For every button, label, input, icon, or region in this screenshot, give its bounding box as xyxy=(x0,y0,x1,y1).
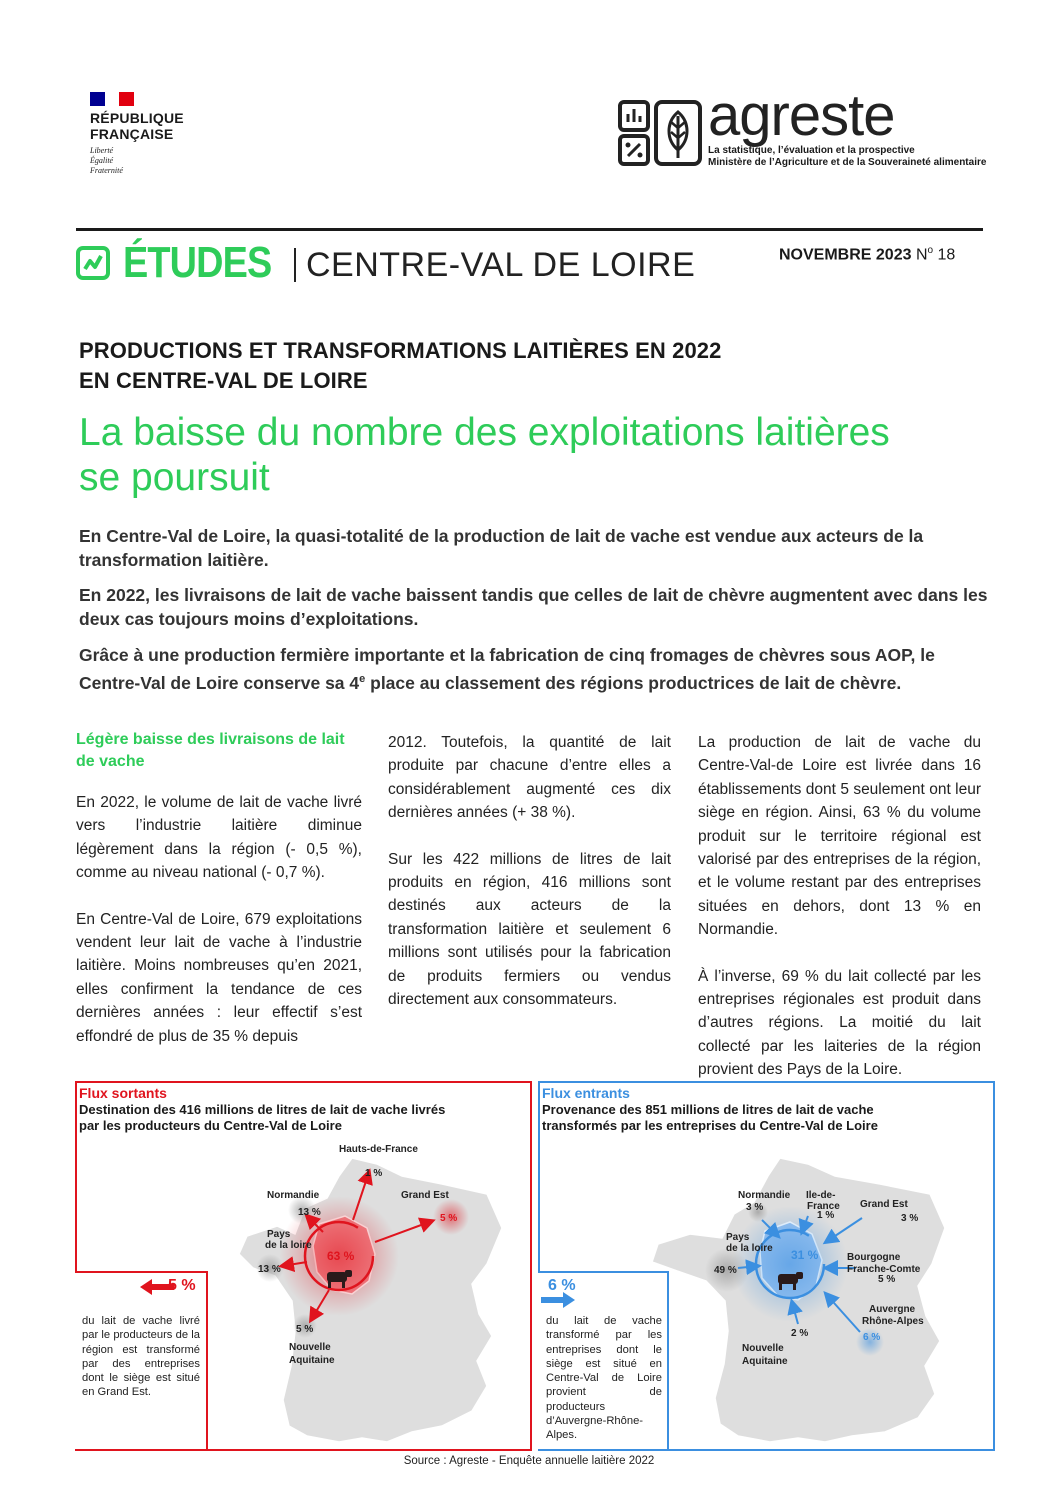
label-grand-est: Grand Est xyxy=(401,1190,449,1201)
value-ara: 6 % xyxy=(863,1332,881,1343)
value-bfc: 5 % xyxy=(878,1274,896,1285)
body-column-3 xyxy=(698,731,981,1105)
label-pays-2: de la loire xyxy=(265,1240,312,1251)
republique-flag-icon xyxy=(90,92,134,106)
label-aquitaine-1: Nouvelle xyxy=(289,1342,331,1353)
agreste-wordmark: agreste xyxy=(708,83,895,148)
figure-caption: Destination des 416 millions de litres de lait de vache livrés par les producteurs du Centre-Val de Loire xyxy=(79,1102,446,1133)
body-paragraph: 2012. Toutefois, la quantité de lait produite par chacune d’entre elles a considérablement augmenté ces dix dernières années (+ 38 %). xyxy=(388,734,671,822)
trend-chart-icon xyxy=(76,246,110,280)
value-grand-est: 3 % xyxy=(901,1213,919,1224)
body-paragraph: En Centre-Val de Loire, 679 exploitations vendent leur lait de vache à l’industrie laitière. Moins nombreuses qu’en 2021, elles confirment la tendance de ces dernières années : leur effectif s’est effondré de plus de 35 % depuis xyxy=(76,910,362,1045)
republique-motto: Liberté Égalité Fraternité xyxy=(90,146,123,175)
label-hauts: Hauts-de-France xyxy=(339,1144,418,1155)
header-rule xyxy=(76,228,983,231)
agreste-tagline: La statistique, l’évaluation et la prospective Ministère de l’Agriculture et de la Souveraineté alimentaire xyxy=(708,145,987,168)
body-paragraph: En 2022, le volume de lait de vache livré vers l’industrie laitière diminue légèrement dans la région (- 0,5 %), comme au niveau national (- 0,7 %). xyxy=(76,794,362,882)
arrow-right-icon xyxy=(541,1292,575,1308)
label-aquitaine-2: Aquitaine xyxy=(742,1356,788,1367)
figure-caption: Provenance des 851 millions de litres de lait de vache transformés par les entreprises du Centre-Val de Loire xyxy=(542,1102,878,1133)
value-pays: 13 % xyxy=(258,1264,281,1275)
value-normandie: 3 % xyxy=(746,1202,764,1213)
body-paragraph: La production de lait de vache du Centre-Val-de Loire est livrée dans 16 établissements dont 5 seulement ont leur siège en région. Ainsi, 63 % du volume produit sur le territoire régional est valorisé par des entreprises de la région, et le volume restant par des entreprises situées en dehors, dont 13 % en Normandie. xyxy=(698,734,981,939)
value-aquitaine: 2 % xyxy=(791,1328,809,1339)
outflows-highlight-value: 5 % xyxy=(168,1277,196,1294)
republique-name: RÉPUBLIQUE FRANÇAISE xyxy=(90,110,184,142)
label-pays-1: Pays xyxy=(267,1229,291,1240)
value-normandie: 13 % xyxy=(298,1207,321,1218)
lead-paragraph: En Centre-Val de Loire, la quasi-totalité de la production de lait de vache est vendue aux acteurs de la transformation laitière. xyxy=(79,526,924,570)
region-title: CENTRE-VAL DE LOIRE xyxy=(294,245,695,285)
value-grand-est: 5 % xyxy=(440,1213,458,1224)
body-paragraph: Sur les 422 millions de litres de lait produits en région, 416 millions sont destinés aux acteurs de la transformation laitière et seulement 6 millions sont utilisés pour la fabrication de produits fermiers ou vendus directement aux consommateurs. xyxy=(388,850,671,1009)
figure-tag: Flux entrants xyxy=(542,1085,630,1101)
inflows-highlight-text: du lait de vache transformé par les entreprises dont le siège est situé en Centre-Val de Loire provient de producteurs d’Auvergne-Rhône-Alpes. xyxy=(546,1315,662,1442)
body-column-1 xyxy=(76,729,362,1071)
label-idf-1: Ile-de- xyxy=(806,1190,836,1201)
label-normandie: Normandie xyxy=(267,1190,320,1201)
agreste-logo-icon xyxy=(618,98,704,168)
label-bfc-1: Bourgogne xyxy=(847,1252,901,1263)
figure-source: Source : Agreste - Enquête annuelle laitière 2022 xyxy=(403,1455,655,1467)
body-column-2 xyxy=(388,731,671,1034)
label-pays-1: Pays xyxy=(726,1232,750,1243)
value-idf: 1 % xyxy=(817,1210,835,1221)
value-aquitaine: 5 % xyxy=(296,1324,314,1335)
label-ara-1: Auvergne xyxy=(869,1304,916,1315)
value-hauts: 1 % xyxy=(365,1168,383,1179)
figure-tag: Flux sortants xyxy=(79,1085,167,1101)
center-bubble xyxy=(732,1206,848,1322)
body-paragraph: À l’inverse, 69 % du lait collecté par les entreprises régionales est produit dans d’autres régions. La moitié du lait collecté par les laiteries de la région provient des Pays de la Loire. xyxy=(698,967,981,1079)
series-title: ÉTUDES xyxy=(123,238,272,287)
section-subhead: Légère baisse des livraisons de lait de vache xyxy=(76,731,345,770)
inflows-highlight-value: 6 % xyxy=(548,1277,576,1294)
label-normandie: Normandie xyxy=(738,1190,791,1201)
label-aquitaine-1: Nouvelle xyxy=(742,1343,784,1354)
label-pays-2: de la loire xyxy=(726,1243,773,1254)
label-grand-est: Grand Est xyxy=(860,1199,908,1210)
value-pays: 49 % xyxy=(714,1265,737,1276)
lead-paragraph: Grâce à une production fermière importante et la fabrication de cinq fromages de chèvres sous AOP, le Centre-Val de Loire conserve sa 4e place au classement des régions productrices de lait de chèvre. xyxy=(79,645,935,693)
article-kicker: PRODUCTIONS ET TRANSFORMATIONS LAITIÈRES EN 2022 EN CENTRE-VAL DE LOIRE xyxy=(79,338,722,393)
value-center: 31 % xyxy=(791,1248,819,1262)
issue-info: NOVEMBRE 2023 $N^o$ 18 xyxy=(779,245,956,264)
label-ara-2: Rhône-Alpes xyxy=(862,1316,924,1327)
value-center: 63 % xyxy=(327,1249,355,1263)
article-headline: La baisse du nombre des exploitations laitières se poursuit xyxy=(79,411,890,499)
label-bfc-2: Franche-Comte xyxy=(847,1264,921,1275)
label-aquitaine-2: Aquitaine xyxy=(289,1355,335,1366)
label-idf-2: France xyxy=(807,1201,840,1212)
lead-paragraph: En 2022, les livraisons de lait de vache baissent tandis que celles de lait de chèvre augmentent avec dans les deux cas toujours moins d’exploitations. xyxy=(79,585,988,629)
outflows-highlight-text: du lait de vache livré par le producteurs de la région est transformé par des entreprises dont le siège est situé en Grand Est. xyxy=(82,1315,200,1399)
